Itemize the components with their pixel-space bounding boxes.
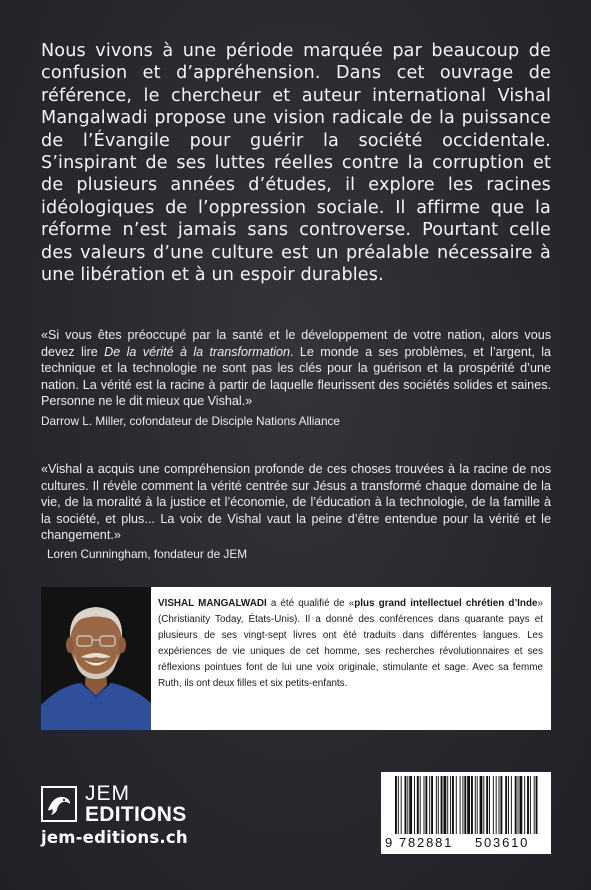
quote1-text-after: . Le monde a ses problèmes, et l’argent, la technique et la technologie ne sont pas les clés pour la guérison et la prospérité d’une nation. La vérité est la racine à partir de laquelle fleurissent des sociétés solides et saines. Personne ne le dit mieux que Vishal.» <box>41 344 552 409</box>
barcode-bar <box>431 776 433 834</box>
barcode-bar <box>496 776 497 834</box>
barcode-bar <box>534 776 535 834</box>
barcode-bar <box>447 776 448 834</box>
publisher-logo <box>41 782 211 826</box>
publisher-name-line2: EDITIONS <box>85 803 187 826</box>
barcode-bar <box>475 776 476 834</box>
publisher-website[interactable]: jem-editions.ch <box>41 828 188 847</box>
barcode-bar <box>460 776 461 834</box>
barcode-bar <box>515 776 517 834</box>
bio-part-1: a été qualifié de « <box>266 598 355 609</box>
barcode-bar <box>443 776 446 834</box>
author-name: VISHAL MANGALWADI <box>158 598 267 609</box>
barcode-bar <box>464 776 466 834</box>
barcode-bar <box>527 776 529 834</box>
author-bio-box <box>41 587 551 730</box>
barcode-bar <box>519 776 522 834</box>
bio-part-2: » (Christianity Today, États-Unis). Il a donné des conférences dans quarante pays et plusieurs de ses vingt-sept livres ont été traduits dans différentes langues. Les expériences de vie uniques de cet homme, ses recherches révolutionnaires et ses réflexions pointues font de lui une voix originale, stimulante et sage. Avec sa femme Ruth, ils ont deux filles et six petits-enfants. <box>158 598 543 689</box>
barcode-bar <box>508 776 509 834</box>
barcode-bar <box>436 776 437 834</box>
barcode-bar <box>452 776 454 834</box>
barcode-bar <box>407 776 408 834</box>
book-title-italic: De la vérité à la transformation <box>104 344 291 359</box>
barcode-bar <box>420 776 421 834</box>
barcode-bar <box>467 776 470 834</box>
barcode-bar <box>438 776 439 834</box>
barcode-bar <box>424 776 425 834</box>
endorsement-quote-1 <box>41 327 551 410</box>
barcode-bar <box>456 776 457 834</box>
barcode-bar <box>471 776 473 834</box>
quote1-text-before: «Si vous êtes préoccupé par la santé et le développement de votre nation, alors vous devez lire <box>41 328 551 359</box>
barcode-bar <box>395 776 397 834</box>
bio-highlight: plus grand intellectuel chrétien d’Inde <box>354 598 538 609</box>
endorsement-attribution-2: Loren Cunningham, fondateur de JEM <box>47 547 248 561</box>
barcode-bar <box>441 776 443 834</box>
barcode-bar <box>414 776 415 834</box>
barcode-bars <box>385 776 547 838</box>
publisher-name-line1: JEM <box>85 782 130 805</box>
barcode-bar <box>505 776 507 834</box>
barcode-bar <box>499 776 500 834</box>
barcode-bar <box>483 776 484 834</box>
endorsement-attribution-1: Darrow L. Miller, cofondateur de Disciple Nations Alliance <box>41 414 340 428</box>
barcode-bar <box>500 776 502 834</box>
barcode-bar <box>405 776 407 834</box>
dove-logo-icon <box>41 786 77 822</box>
isbn-digits <box>385 835 547 851</box>
isbn-barcode <box>381 772 551 854</box>
barcode-bar <box>530 776 531 834</box>
barcode-bar <box>511 776 512 834</box>
back-cover-blurb: Nous vivons à une période marquée par beaucoup de confusion et d’appréhension. Dans cet ouvrage de référence, le chercheur et auteur international Vishal Mangalwadi propose une vision radicale de la puissance de l’Évangile pour guérir la société occidentale. S’inspirant de ses luttes réelles contre la corruption et de plusieurs années d’études, il explore les racines idéologiques de l’oppression sociale. Il affirme que la réforme n’est jamais sans controverse. Pourtant celle des valeurs d’une culture est un préalable nécessaire à une libération et à un espoir durables. <box>41 41 551 286</box>
barcode-bar <box>401 776 402 834</box>
barcode-bar <box>429 776 430 834</box>
barcode-bar <box>486 776 488 834</box>
barcode-bar <box>462 776 463 834</box>
barcode-bar <box>493 776 494 834</box>
barcode-bar <box>398 776 399 834</box>
barcode-bar <box>417 776 419 834</box>
barcode-bar <box>536 776 538 834</box>
endorsement-quote-2: «Vishal a acquis une compréhension profonde de ces choses trouvées à la racine de nos cultures. Il révèle comment la vérité centrée sur Jésus a transformé chaque domaine de la vie, de la moralité à la justice et l’économie, de l’éducation à la technologie, de la famille à la société, et plus... La voix de Vishal vaut la peine d’être entendue pour la vérité et le changement.» <box>41 462 551 543</box>
barcode-bar <box>524 776 525 834</box>
barcode-bar <box>409 776 412 834</box>
author-bio-text <box>158 596 543 692</box>
barcode-bar <box>450 776 451 834</box>
barcode-bar <box>489 776 490 834</box>
isbn-group-2: 503610 <box>475 835 530 850</box>
barcode-bar <box>480 776 483 834</box>
author-photo <box>41 587 151 730</box>
isbn-lead-digit: 9 <box>385 835 393 850</box>
barcode-bar <box>425 776 427 834</box>
barcode-bar <box>477 776 478 834</box>
isbn-group-1: 782881 <box>399 835 454 850</box>
barcode-bar <box>518 776 519 834</box>
